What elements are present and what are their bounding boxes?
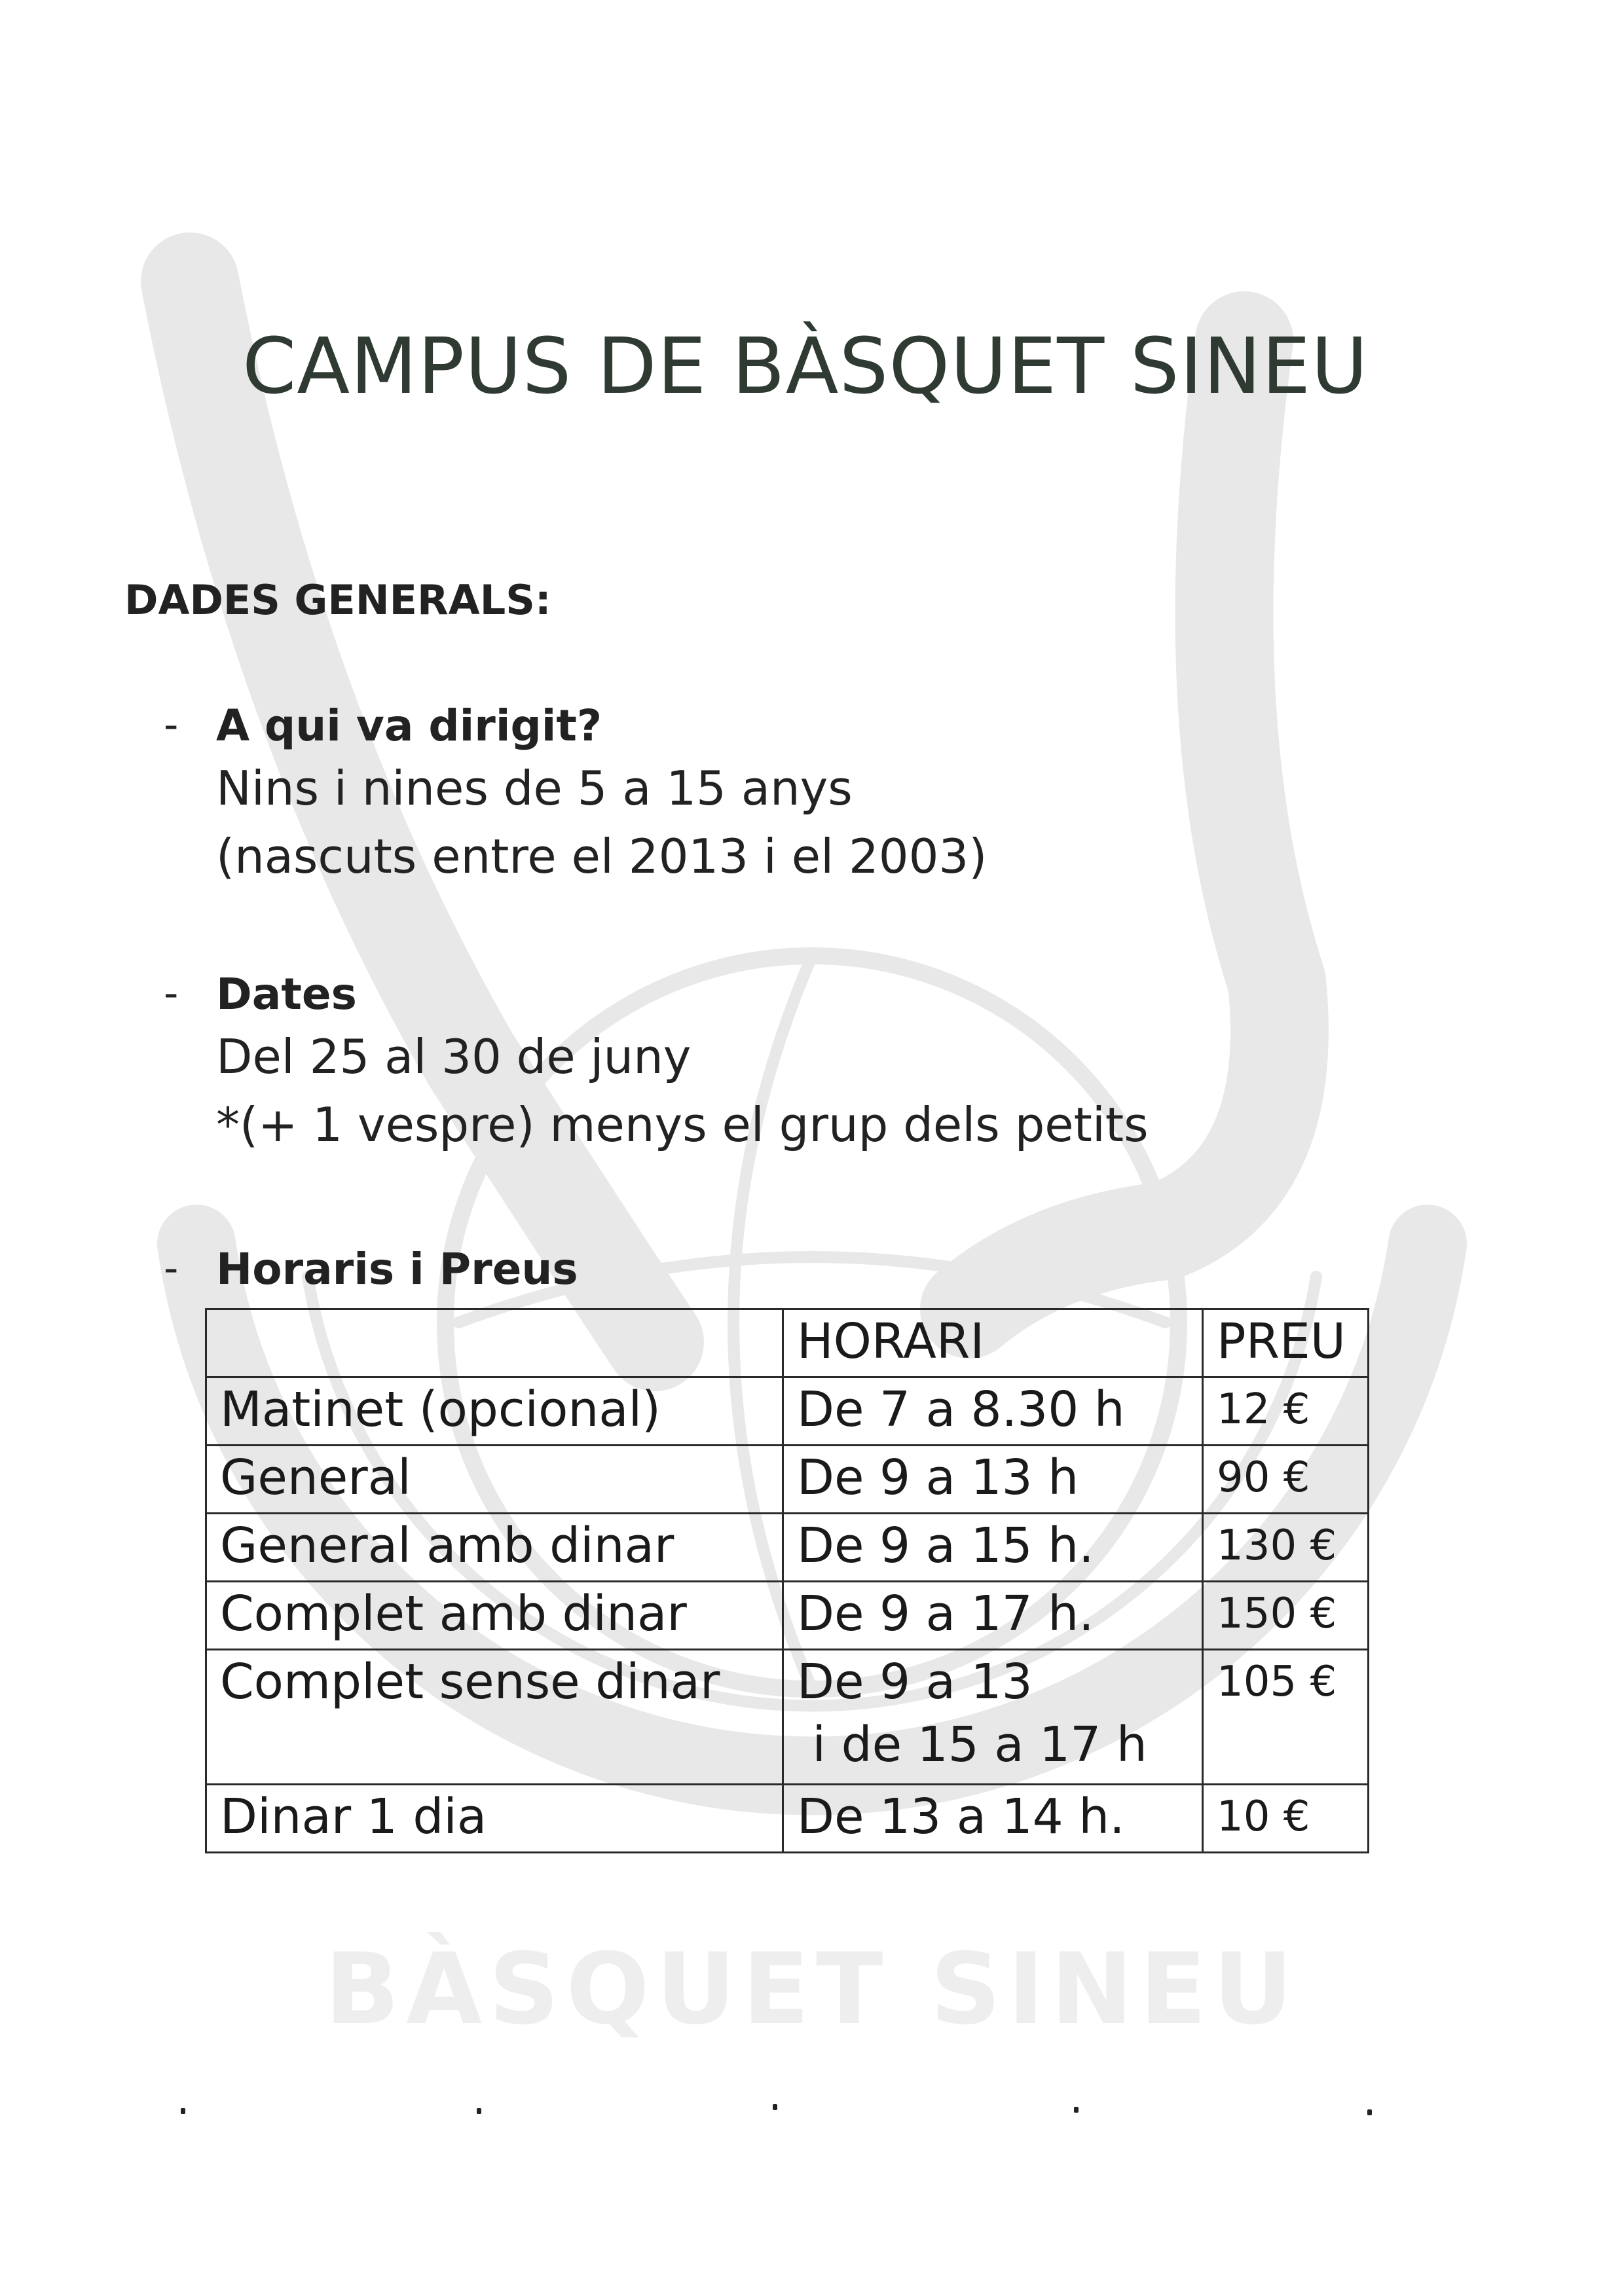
table-cell-preu: 10 € xyxy=(1203,1785,1369,1853)
table-cell-preu: 12 € xyxy=(1203,1377,1369,1446)
table-cell-horari: De 13 a 14 h. xyxy=(783,1785,1203,1853)
scan-speck xyxy=(1074,2107,1079,2113)
scan-speck xyxy=(477,2108,481,2114)
table-cell-horari-line: De 9 a 13 xyxy=(797,1654,1033,1710)
table-row xyxy=(206,1650,1369,1785)
table-cell-name: Complet sense dinar xyxy=(206,1650,783,1785)
item-label: Dates xyxy=(216,969,357,1019)
table-cell-horari: De 9 a 15 h. xyxy=(783,1514,1203,1582)
item-text-line: Nins i nines de 5 a 15 anys xyxy=(216,761,853,816)
table-cell-horari: De 9 a 13 h xyxy=(783,1446,1203,1514)
table-row xyxy=(206,1514,1369,1582)
table-cell-horari xyxy=(783,1650,1203,1785)
item-label: Horaris i Preus xyxy=(216,1244,578,1294)
table-header-cell: HORARI xyxy=(783,1309,1203,1377)
scan-speck xyxy=(773,2104,777,2110)
table-row xyxy=(206,1377,1369,1446)
table-cell-horari: De 7 a 8.30 h xyxy=(783,1377,1203,1446)
table-cell-preu: 105 € xyxy=(1203,1650,1369,1785)
bullet-dash: - xyxy=(164,1244,179,1292)
table-cell-name: Dinar 1 dia xyxy=(206,1785,783,1853)
table-cell-preu: 90 € xyxy=(1203,1446,1369,1514)
table-cell-name: General xyxy=(206,1446,783,1514)
table-row xyxy=(206,1785,1369,1853)
table-header-cell: PREU xyxy=(1203,1309,1369,1377)
bullet-dash: - xyxy=(164,969,179,1017)
page-title: CAMPUS DE BÀSQUET SINEU xyxy=(242,321,1369,411)
schedule-price-table xyxy=(205,1308,1369,1853)
table-cell-name: Matinet (opcional) xyxy=(206,1377,783,1446)
scan-speck xyxy=(181,2108,185,2114)
table-cell-preu: 150 € xyxy=(1203,1582,1369,1650)
table-row xyxy=(206,1582,1369,1650)
table-cell-name: General amb dinar xyxy=(206,1514,783,1582)
scan-speck xyxy=(1367,2109,1372,2115)
bullet-dash: - xyxy=(164,701,179,748)
item-label: A qui va dirigit? xyxy=(216,701,602,751)
item-text-line: *(+ 1 vespre) menys el grup dels petits xyxy=(216,1097,1149,1152)
table-header-cell xyxy=(206,1309,783,1377)
section-heading: DADES GENERALS: xyxy=(124,576,551,624)
table-row xyxy=(206,1446,1369,1514)
table-cell-name: Complet amb dinar xyxy=(206,1582,783,1650)
table-cell-horari: De 9 a 17 h. xyxy=(783,1582,1203,1650)
table-cell-horari-line: i de 15 a 17 h xyxy=(797,1717,1147,1773)
item-text-line: (nascuts entre el 2013 i el 2003) xyxy=(216,829,987,884)
watermark-lettering: BÀSQUET SINEU xyxy=(324,1933,1300,2047)
table-header-row xyxy=(206,1309,1369,1377)
item-text-line: Del 25 al 30 de juny xyxy=(216,1029,692,1084)
table-cell-preu: 130 € xyxy=(1203,1514,1369,1582)
